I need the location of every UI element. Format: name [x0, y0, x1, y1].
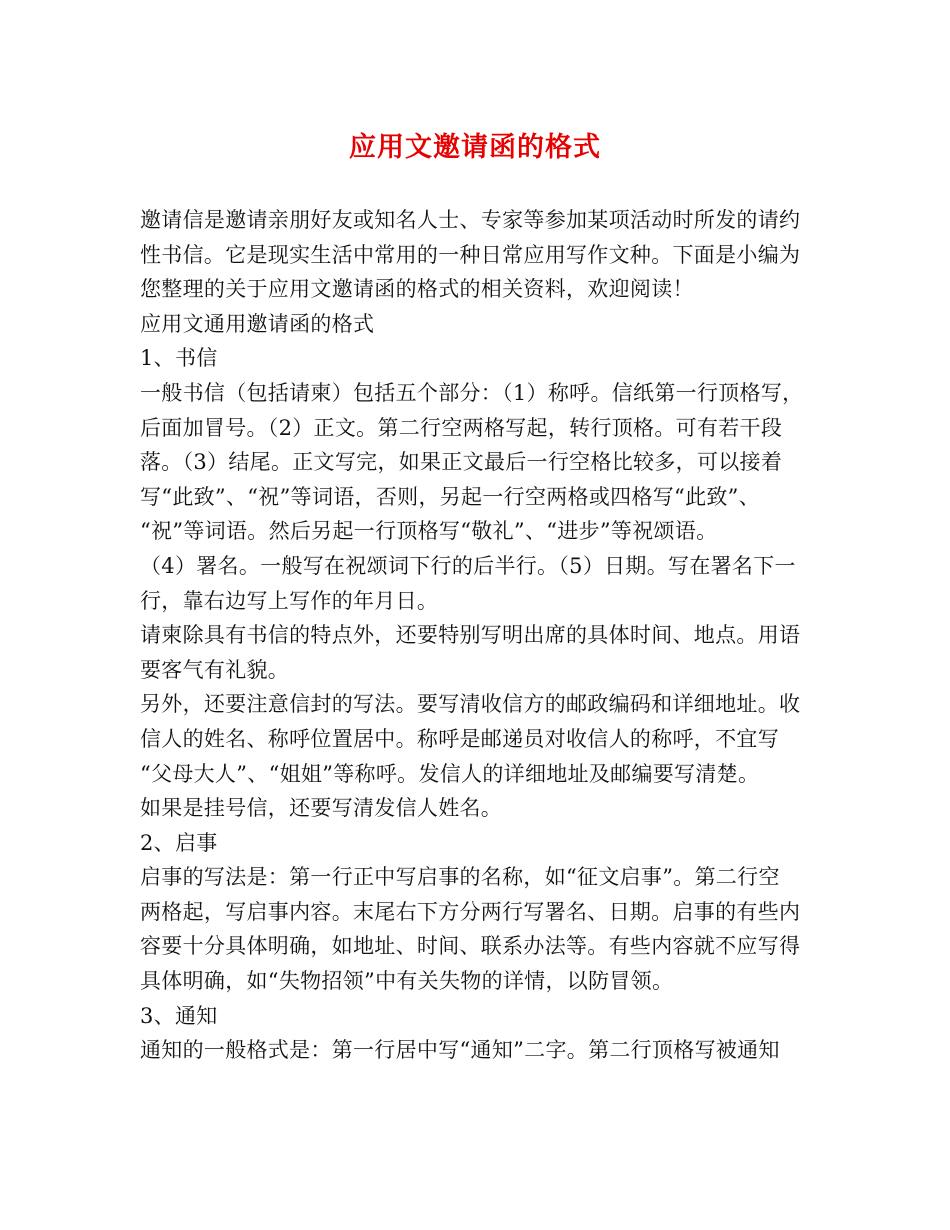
body-line: 要客气有礼貌。: [140, 657, 290, 682]
body-line: 另外，还要注意信封的写法。要写清收信方的邮政编码和详细地址。收: [140, 692, 801, 717]
body-line: 落。（3）结尾。正文写完，如果正文最后一行空格比较多，可以接着: [140, 450, 783, 475]
body-line: 后面加冒号。（2）正文。第二行空两格写起，转行顶格。可有若干段: [140, 415, 783, 440]
body-line: “祝”等词语。然后另起一行顶格写“敬礼”、“进步”等祝颂语。: [140, 519, 718, 544]
section-heading: 2、启事: [140, 830, 218, 855]
body-line: 请柬除具有书信的特点外，还要特别写明出席的具体时间、地点。用语: [140, 623, 801, 648]
body-line: “父母大人”、“姐姐”等称呼。发信人的详细地址及邮编要写清楚。: [140, 761, 760, 786]
section-heading: 应用文通用邀请函的格式: [140, 311, 375, 336]
body-line: 一般书信（包括请柬）包括五个部分：（1）称呼。信纸第一行顶格写，: [140, 380, 804, 405]
section-heading: 1、书信: [140, 346, 218, 371]
body-line: 性书信。它是现实生活中常用的一种日常应用写作文种。下面是小编为: [140, 242, 801, 267]
body-line: 通知的一般格式是：第一行居中写“通知”二字。第二行顶格写被通知: [140, 1038, 780, 1063]
body-line: 行，靠右边写上写作的年月日。: [140, 588, 439, 613]
body-line: 启事的写法是：第一行正中写启事的名称，如“征文启事”。第二行空: [140, 865, 780, 890]
body-line: （4）署名。一般写在祝颂词下行的后半行。（5）日期。写在署名下一: [140, 553, 796, 578]
body-line: 两格起，写启事内容。末尾右下方分两行写署名、日期。启事的有些内: [140, 899, 801, 924]
document-body: [140, 203, 820, 1068]
body-line: 信人的姓名、称呼位置居中。称呼是邮递员对收信人的称呼，不宜写: [140, 726, 779, 751]
body-line: 如果是挂号信，还要写清发信人姓名。: [140, 796, 503, 821]
body-line: 您整理的关于应用文邀请函的格式的相关资料，欢迎阅读！: [140, 277, 694, 302]
body-line: 写“此致”、“祝”等词语，否则，另起一行空两格或四格写“此致”、: [140, 484, 761, 509]
body-line: 邀请信是邀请亲朋好友或知名人士、专家等参加某项活动时所发的请约: [140, 208, 801, 232]
body-line: 具体明确，如“失物招领”中有关失物的详情，以防冒领。: [140, 969, 674, 994]
section-heading: 3、通知: [140, 1003, 218, 1028]
body-line: 容要十分具体明确，如地址、时间、联系办法等。有些内容就不应写得: [140, 934, 801, 959]
document-title: 应用文邀请函的格式: [349, 132, 601, 163]
